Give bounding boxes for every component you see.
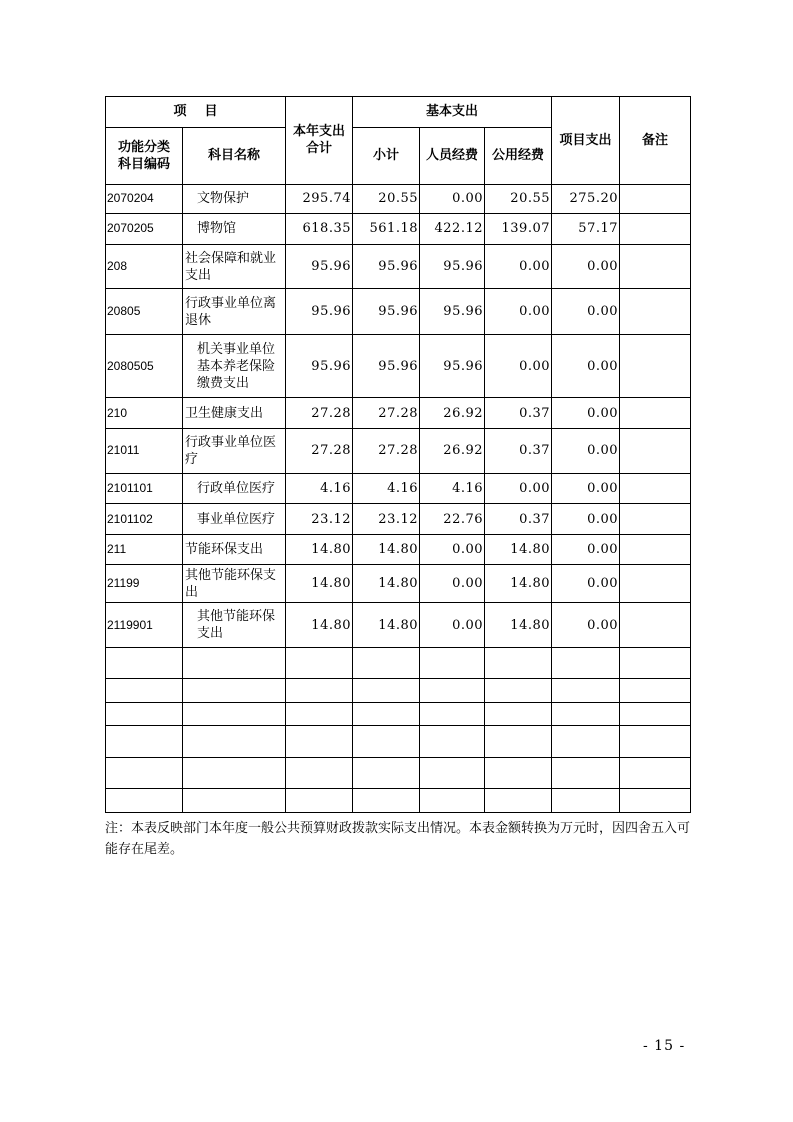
cell-name: 社会保障和就业支出: [183, 244, 286, 289]
cell-name: 行政事业单位医疗: [183, 428, 286, 473]
cell-subtotal: 14.80: [353, 534, 420, 565]
cell-remark: [620, 504, 691, 535]
cell-public: 14.80: [485, 603, 552, 648]
page-number: - 15 -: [643, 1038, 686, 1054]
cell-public: [485, 647, 552, 679]
cell-remark: [620, 726, 691, 758]
cell-public: 14.80: [485, 534, 552, 565]
cell-name: [183, 757, 286, 789]
cell-remark: [620, 679, 691, 702]
cell-total: 95.96: [286, 244, 353, 289]
table-row: [106, 473, 691, 504]
cell-total: 4.16: [286, 473, 353, 504]
cell-name: [183, 679, 286, 702]
cell-personnel: [420, 702, 485, 725]
cell-public: [485, 789, 552, 813]
cell-total: [286, 702, 353, 725]
table-row: [106, 244, 691, 289]
cell-total: 295.74: [286, 184, 353, 214]
cell-public: 0.37: [485, 428, 552, 473]
cell-public: [485, 679, 552, 702]
cell-name: [183, 647, 286, 679]
cell-code: 20805: [106, 289, 183, 335]
cell-total: 14.80: [286, 603, 353, 648]
cell-code: 2070204: [106, 184, 183, 214]
cell-name: 卫生健康支出: [183, 398, 286, 429]
cell-code: 210: [106, 398, 183, 429]
cell-remark: [620, 565, 691, 603]
table-row: [106, 504, 691, 535]
cell-total: 27.28: [286, 428, 353, 473]
cell-total: 95.96: [286, 289, 353, 335]
cell-code: [106, 647, 183, 679]
cell-total: [286, 726, 353, 758]
header-func-code: 功能分类 科目编码: [106, 127, 183, 184]
cell-public: [485, 757, 552, 789]
cell-personnel: [420, 789, 485, 813]
cell-personnel: [420, 726, 485, 758]
cell-remark: [620, 603, 691, 648]
cell-name: 其他节能环保支出: [183, 565, 286, 603]
cell-subtotal: 14.80: [353, 603, 420, 648]
cell-personnel: 0.00: [420, 565, 485, 603]
cell-subtotal: [353, 789, 420, 813]
cell-name: 其他节能环保支出: [183, 603, 286, 648]
cell-public: 0.00: [485, 244, 552, 289]
cell-personnel: 95.96: [420, 244, 485, 289]
cell-subtotal: [353, 647, 420, 679]
cell-personnel: 26.92: [420, 398, 485, 429]
cell-remark: [620, 789, 691, 813]
cell-subtotal: 95.96: [353, 244, 420, 289]
cell-personnel: 0.00: [420, 534, 485, 565]
table-row: [106, 565, 691, 603]
cell-project: [552, 789, 620, 813]
cell-name: [183, 789, 286, 813]
table-row: [106, 184, 691, 214]
cell-remark: [620, 757, 691, 789]
cell-name: 文物保护: [183, 184, 286, 214]
table-row: [106, 757, 691, 789]
cell-code: 21199: [106, 565, 183, 603]
cell-total: 14.80: [286, 534, 353, 565]
cell-total: 27.28: [286, 398, 353, 429]
table-row: [106, 428, 691, 473]
cell-remark: [620, 184, 691, 214]
table-row: [106, 726, 691, 758]
table-row: [106, 603, 691, 648]
cell-project: 0.00: [552, 289, 620, 335]
cell-project: 0.00: [552, 428, 620, 473]
cell-project: 0.00: [552, 504, 620, 535]
cell-total: 95.96: [286, 335, 353, 398]
cell-personnel: 95.96: [420, 289, 485, 335]
cell-code: 211: [106, 534, 183, 565]
cell-project: [552, 647, 620, 679]
cell-personnel: 0.00: [420, 603, 485, 648]
cell-subtotal: [353, 726, 420, 758]
cell-subtotal: 27.28: [353, 428, 420, 473]
cell-project: [552, 757, 620, 789]
cell-remark: [620, 289, 691, 335]
cell-public: 0.00: [485, 473, 552, 504]
header-total: 本年支出 合计: [286, 97, 353, 185]
cell-remark: [620, 244, 691, 289]
cell-name: 行政事业单位离退休: [183, 289, 286, 335]
table-row: [106, 398, 691, 429]
cell-total: 618.35: [286, 214, 353, 245]
cell-code: [106, 702, 183, 725]
cell-project: [552, 679, 620, 702]
cell-subtotal: 4.16: [353, 473, 420, 504]
cell-project: 0.00: [552, 603, 620, 648]
cell-project: 0.00: [552, 244, 620, 289]
cell-code: 208: [106, 244, 183, 289]
cell-project: 275.20: [552, 184, 620, 214]
cell-project: 0.00: [552, 534, 620, 565]
cell-total: [286, 789, 353, 813]
cell-public: 0.00: [485, 289, 552, 335]
cell-name: 机关事业单位基本养老保险缴费支出: [183, 335, 286, 398]
table-row: [106, 214, 691, 245]
cell-project: 0.00: [552, 565, 620, 603]
header-remark: 备注: [620, 97, 691, 185]
header-basic: 基本支出: [353, 97, 552, 128]
cell-remark: [620, 473, 691, 504]
cell-name: 节能环保支出: [183, 534, 286, 565]
cell-project: [552, 702, 620, 725]
cell-code: 2080505: [106, 335, 183, 398]
table-note: 注：本表反映部门本年度一般公共预算财政拨款实际支出情况。本表金额转换为万元时，因四舍五入可能存在尾差。: [105, 821, 691, 857]
cell-code: 21011: [106, 428, 183, 473]
cell-subtotal: [353, 679, 420, 702]
header-item: 项 目: [106, 97, 286, 128]
cell-project: 0.00: [552, 335, 620, 398]
cell-subtotal: 20.55: [353, 184, 420, 214]
cell-personnel: 22.76: [420, 504, 485, 535]
cell-project: 0.00: [552, 398, 620, 429]
cell-public: [485, 726, 552, 758]
cell-remark: [620, 647, 691, 679]
cell-personnel: 4.16: [420, 473, 485, 504]
cell-personnel: 0.00: [420, 184, 485, 214]
cell-project: 0.00: [552, 473, 620, 504]
cell-public: 20.55: [485, 184, 552, 214]
cell-total: [286, 647, 353, 679]
cell-total: [286, 679, 353, 702]
cell-personnel: [420, 757, 485, 789]
cell-code: 2070205: [106, 214, 183, 245]
cell-code: 2119901: [106, 603, 183, 648]
table-row: [106, 335, 691, 398]
cell-personnel: [420, 679, 485, 702]
header-row-1: [106, 97, 691, 128]
cell-code: 2101102: [106, 504, 183, 535]
cell-public: 14.80: [485, 565, 552, 603]
header-personnel: 人员经费: [420, 127, 485, 184]
cell-remark: [620, 534, 691, 565]
cell-subtotal: 23.12: [353, 504, 420, 535]
cell-remark: [620, 335, 691, 398]
cell-subtotal: 561.18: [353, 214, 420, 245]
cell-remark: [620, 702, 691, 725]
cell-public: 0.37: [485, 504, 552, 535]
cell-code: [106, 789, 183, 813]
cell-public: 0.00: [485, 335, 552, 398]
cell-public: 139.07: [485, 214, 552, 245]
cell-code: [106, 679, 183, 702]
header-subject-name: 科目名称: [183, 127, 286, 184]
cell-remark: [620, 398, 691, 429]
table-row: [106, 534, 691, 565]
table-row: [106, 289, 691, 335]
cell-remark: [620, 214, 691, 245]
cell-personnel: 26.92: [420, 428, 485, 473]
cell-subtotal: 95.96: [353, 289, 420, 335]
header-subtotal: 小计: [353, 127, 420, 184]
cell-public: 0.37: [485, 398, 552, 429]
table-row: [106, 647, 691, 679]
cell-name: 事业单位医疗: [183, 504, 286, 535]
cell-total: [286, 757, 353, 789]
cell-personnel: 95.96: [420, 335, 485, 398]
cell-code: [106, 726, 183, 758]
expenditure-table: [105, 96, 691, 813]
cell-subtotal: 95.96: [353, 335, 420, 398]
cell-subtotal: 27.28: [353, 398, 420, 429]
cell-name: [183, 726, 286, 758]
table-row: [106, 789, 691, 813]
cell-name: [183, 702, 286, 725]
cell-personnel: [420, 647, 485, 679]
cell-project: 57.17: [552, 214, 620, 245]
header-project: 项目支出: [552, 97, 620, 185]
cell-subtotal: 14.80: [353, 565, 420, 603]
cell-public: [485, 702, 552, 725]
table-row: [106, 679, 691, 702]
cell-remark: [620, 428, 691, 473]
cell-name: 行政单位医疗: [183, 473, 286, 504]
cell-personnel: 422.12: [420, 214, 485, 245]
table-row: [106, 702, 691, 725]
cell-project: [552, 726, 620, 758]
cell-subtotal: [353, 757, 420, 789]
header-public: 公用经费: [485, 127, 552, 184]
cell-subtotal: [353, 702, 420, 725]
cell-name: 博物馆: [183, 214, 286, 245]
cell-total: 23.12: [286, 504, 353, 535]
cell-code: [106, 757, 183, 789]
cell-code: 2101101: [106, 473, 183, 504]
cell-total: 14.80: [286, 565, 353, 603]
